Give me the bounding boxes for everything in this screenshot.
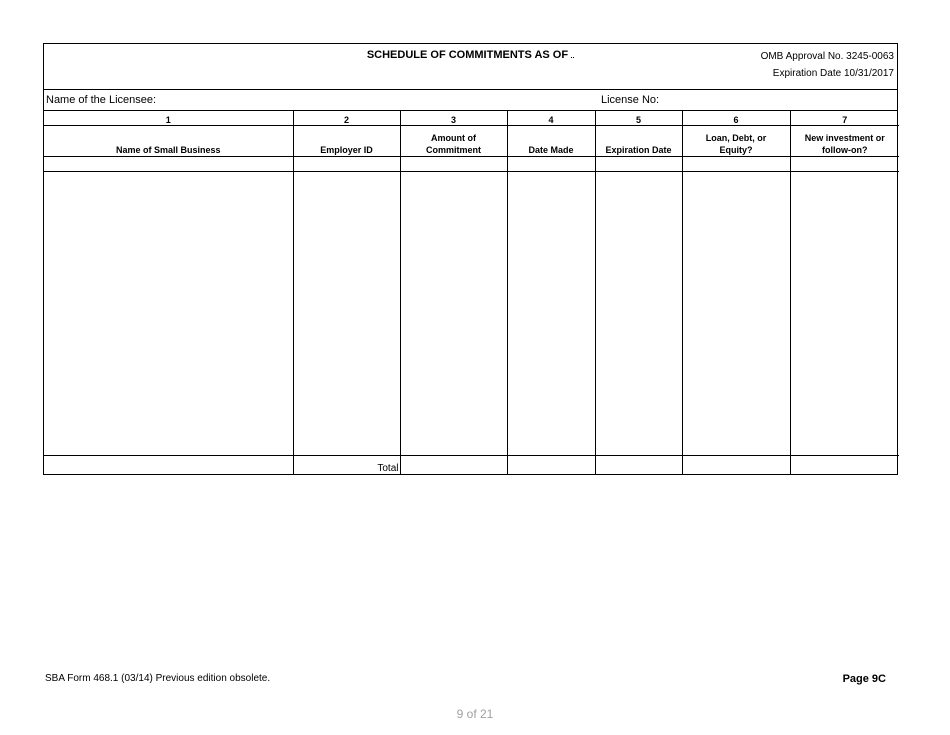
licensee-name-label: Name of the Licensee: [46, 94, 157, 106]
table-cell[interactable] [507, 157, 595, 172]
blank-row [44, 157, 899, 172]
header-loan-debt-equity: Loan, Debt, or Equity? [682, 126, 790, 157]
header-expiration-date: Expiration Date [595, 126, 682, 157]
omb-expiration-date: Expiration Date 10/31/2017 [772, 68, 894, 79]
commitments-table [44, 111, 899, 474]
table-cell[interactable] [595, 157, 682, 172]
header-name-of-small-business: Name of Small Business [44, 126, 293, 157]
omb-approval-number: OMB Approval No. 3245-0063 [760, 51, 894, 62]
name-of-small-business-entry[interactable] [44, 172, 293, 456]
header-employer-id: Employer ID [293, 126, 400, 157]
expiration-date-entry[interactable] [595, 172, 682, 456]
table-cell[interactable] [682, 456, 790, 475]
table-cell[interactable] [400, 157, 507, 172]
column-number: 6 [682, 111, 790, 126]
total-amount-cell[interactable] [400, 456, 507, 475]
page-count: 9 of 21 [456, 707, 494, 721]
as-of-date-blank[interactable] [571, 48, 574, 58]
table-cell[interactable] [790, 157, 899, 172]
column-number: 5 [595, 111, 682, 126]
table-cell[interactable] [790, 456, 899, 475]
omb-info [761, 48, 894, 82]
header-amount-of-commitment: Amount of Commitment [400, 126, 507, 157]
new-investment-entry[interactable] [790, 172, 899, 456]
licensee-row [44, 90, 897, 111]
date-made-entry[interactable] [507, 172, 595, 456]
form-header [44, 44, 897, 90]
form-identifier: SBA Form 468.1 (03/14) Previous edition obsolete. [45, 673, 271, 684]
license-number-label: License No: [601, 94, 660, 106]
total-label: Total [293, 456, 400, 475]
table-cell[interactable] [507, 456, 595, 475]
employer-id-entry[interactable] [293, 172, 400, 456]
table-cell[interactable] [44, 157, 293, 172]
table-cell[interactable] [293, 157, 400, 172]
column-number: 1 [44, 111, 293, 126]
column-header-row [44, 126, 899, 157]
commitments-form [43, 43, 898, 475]
column-number: 2 [293, 111, 400, 126]
page-label: Page 9C [842, 673, 886, 685]
entry-area-row [44, 172, 899, 456]
table-cell[interactable] [595, 456, 682, 475]
header-new-investment-or-follow-on: New investment or follow-on? [790, 126, 899, 157]
column-number-row [44, 111, 899, 126]
loan-debt-equity-entry[interactable] [682, 172, 790, 456]
amount-of-commitment-entry[interactable] [400, 172, 507, 456]
column-number: 3 [400, 111, 507, 126]
total-row [44, 456, 899, 475]
column-number: 7 [790, 111, 899, 126]
table-cell [44, 456, 293, 475]
form-title: SCHEDULE OF COMMITMENTS AS OF [366, 49, 569, 61]
header-date-made: Date Made [507, 126, 595, 157]
column-number: 4 [507, 111, 595, 126]
table-cell[interactable] [682, 157, 790, 172]
